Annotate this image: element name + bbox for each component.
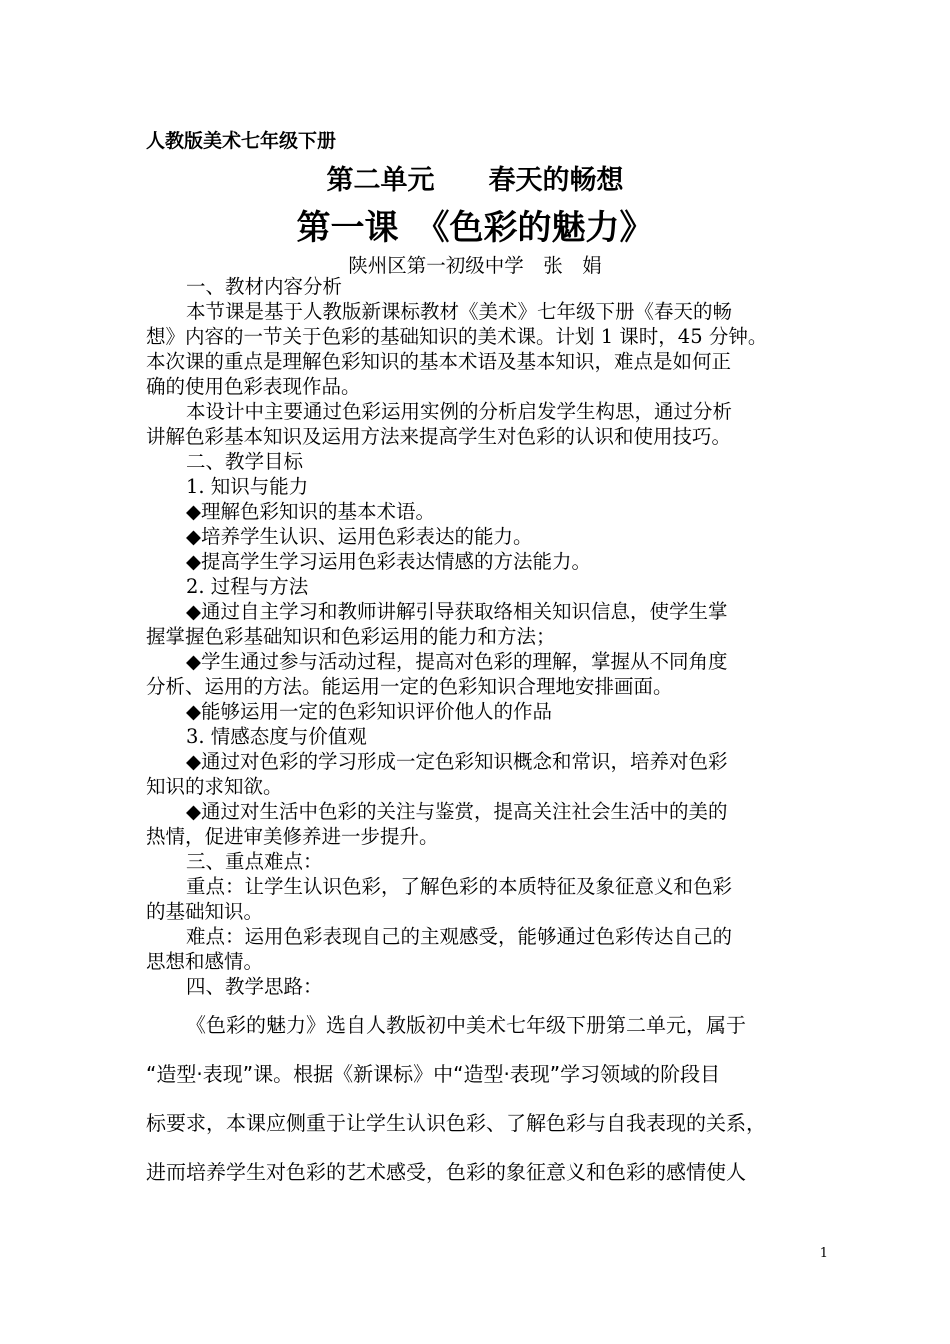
- paragraph-line: 难点：运用色彩表现自己的主观感受，能够通过色彩传达自己的: [186, 925, 733, 948]
- paragraph-line: “造型·表现”课。根据《新课标》中“造型·表现”学习领域的阶段目: [146, 1062, 721, 1086]
- paragraph-line: 本设计中主要通过色彩运用实例的分析启发学生构思，通过分析: [186, 400, 733, 423]
- paragraph-line: 进而培养学生对色彩的艺术感受，色彩的象征意义和色彩的感情使人: [146, 1160, 746, 1184]
- paragraph-line: 热情，促进审美修养进一步提升。: [146, 825, 439, 848]
- unit-title: 第二单元 春天的畅想: [326, 165, 624, 196]
- page-number: 1: [819, 1246, 828, 1261]
- paragraph-line: 本次课的重点是理解色彩知识的基本术语及基本知识，难点是如何正: [146, 350, 732, 373]
- subsection-heading: 2. 过程与方法: [186, 575, 309, 598]
- section-heading: 三、重点难点：: [186, 850, 323, 873]
- paragraph-line: 握掌握色彩基础知识和色彩运用的能力和方法；: [146, 625, 556, 648]
- subsection-heading: 3. 情感态度与价值观: [186, 725, 367, 748]
- paragraph-line: 想》内容的一节关于色彩的基础知识的美术课。计划 1 课时，45 分钟。: [146, 325, 768, 348]
- author-line: 陕州区第一初级中学 张 娟: [348, 254, 602, 277]
- paragraph-line: 知识的求知欲。: [146, 775, 283, 798]
- lesson-title: 第一课 《色彩的魅力》: [296, 208, 654, 248]
- bullet-item: ◆学生通过参与活动过程，提高对色彩的理解，掌握从不同角度: [186, 650, 728, 673]
- bullet-item: ◆理解色彩知识的基本术语。: [186, 500, 435, 523]
- bullet-item: ◆通过对生活中色彩的关注与鉴赏，提高关注社会生活中的美的: [186, 800, 728, 823]
- paragraph-line: 确的使用色彩表现作品。: [146, 375, 361, 398]
- section-heading: 一、教材内容分析: [186, 275, 343, 298]
- paragraph-line: 的基础知识。: [146, 900, 264, 923]
- bullet-item: ◆能够运用一定的色彩知识评价他人的作品: [186, 700, 552, 723]
- paragraph-line: 本节课是基于人教版新课标教材《美术》七年级下册《春天的畅: [186, 300, 733, 323]
- paragraph-line: 分析、运用的方法。能运用一定的色彩知识合理地安排画面。: [146, 675, 673, 698]
- bullet-item: ◆培养学生认识、运用色彩表达的能力。: [186, 525, 533, 548]
- bullet-item: ◆提高学生学习运用色彩表达情感的方法能力。: [186, 550, 591, 573]
- bullet-item: ◆通过对色彩的学习形成一定色彩知识概念和常识，培养对色彩: [186, 750, 728, 773]
- paragraph-line: 标要求，本课应侧重于让学生认识色彩、了解色彩与自我表现的关系，: [146, 1111, 766, 1135]
- bullet-item: ◆通过自主学习和教师讲解引导获取络相关知识信息，使学生掌: [186, 600, 728, 623]
- subsection-heading: 1. 知识与能力: [186, 475, 309, 498]
- publisher-line: 人教版美术七年级下册: [146, 130, 337, 152]
- section-heading: 二、教学目标: [186, 450, 304, 473]
- paragraph-line: 重点：让学生认识色彩，了解色彩的本质特征及象征意义和色彩: [186, 875, 733, 898]
- paragraph-line: 《色彩的魅力》选自人教版初中美术七年级下册第二单元，属于: [186, 1013, 746, 1037]
- paragraph-line: 讲解色彩基本知识及运用方法来提高学生对色彩的认识和使用技巧。: [146, 425, 732, 448]
- section-heading: 四、教学思路：: [186, 975, 323, 998]
- paragraph-line: 思想和感情。: [146, 950, 264, 973]
